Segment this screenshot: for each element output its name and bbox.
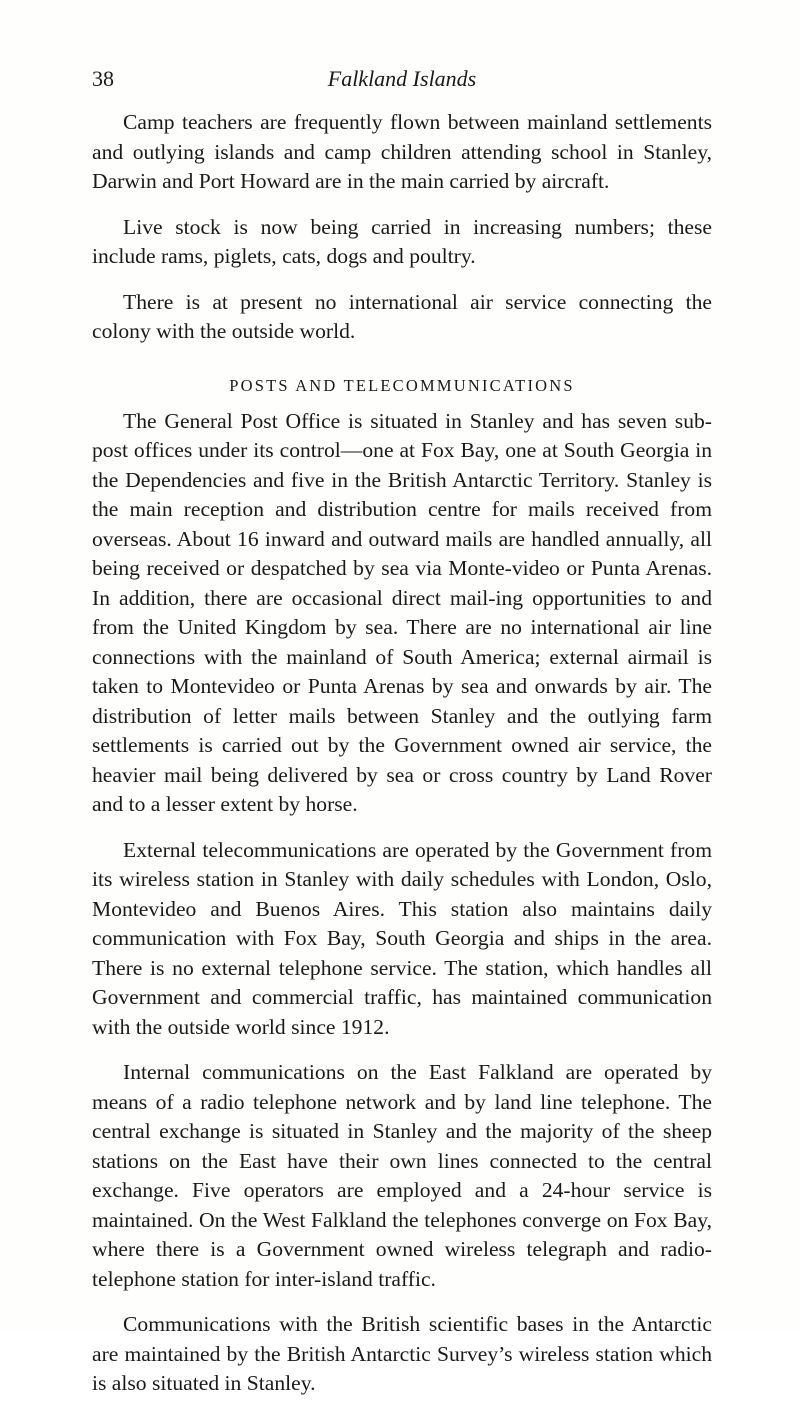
- paragraph-antarctic-communications: Communications with the British scientific bases in the Antarctic are maintained by the British Antarctic Survey’s wireless station which is also situated in Stanley.: [92, 1312, 712, 1395]
- paragraph-no-international-air: There is at present no international air service connecting the colony with the outside world.: [92, 289, 712, 343]
- paragraph-external-telecommunications: External telecommunications are operated by the Government from its wireless station in Stanley with daily schedules with London, Oslo, Montevideo and Buenos Aires. This station also maintains daily communication with Fox Bay, South Georgia and ships in the area. There is no external telephone service. The station, which handles all Government and commercial traffic, has maintained communication with the outside world since 1912.: [92, 837, 712, 1039]
- running-title: Falkland Islands: [327, 66, 477, 91]
- paragraph-general-post-office: The General Post Office is situated in Stanley and has seven sub-post offices under its control—one at Fox Bay, one at South Georgia in the Dependencies and five in the British Antarctic Territory. Stanley is the main reception and distribution centre for mails received from overseas. About 16 inward and outward mails are handled annually, all being received or despatched by sea via Monte-video or Punta Arenas. In addition, there are occasional direct mail-ing opportunities to and from the United Kingdom by sea. There are no international air line connections with the mainland of South America; external airmail is taken to Montevideo or Punta Arenas by sea and onwards by air. The distribution of letter mails between Stanley and the outlying farm settlements is carried out by the Government owned air service, the heavier mail being delivered by sea or cross country by Land Rover and to a lesser extent by horse.: [92, 408, 712, 816]
- paragraph-internal-communications: Internal communications on the East Falkland are operated by means of a radio telephone network and by land line telephone. The central exchange is situated in Stanley and the majority of the sheep stations on the East have their own lines connected to the central exchange. Five operators are employed and a 24-hour service is maintained. On the West Falkland the telephones converge on Fox Bay, where there is a Government owned wireless telegraph and radio-telephone station for inter-island traffic.: [92, 1060, 712, 1291]
- section-heading: POSTS AND TELECOMMUNICATIONS: [229, 375, 575, 395]
- body-text: [92, 108, 712, 1415]
- page-number: 38: [92, 66, 114, 91]
- paragraph-camp-teachers: Camp teachers are frequently flown between mainland settlements and outlying islands and camp children attending school in Stanley, Darwin and Port Howard are in the main carried by aircraft.: [92, 110, 712, 193]
- paragraph-live-stock: Live stock is now being carried in increasing numbers; these include rams, piglets, cats, dogs and poultry.: [92, 214, 712, 268]
- page-header: [92, 66, 712, 96]
